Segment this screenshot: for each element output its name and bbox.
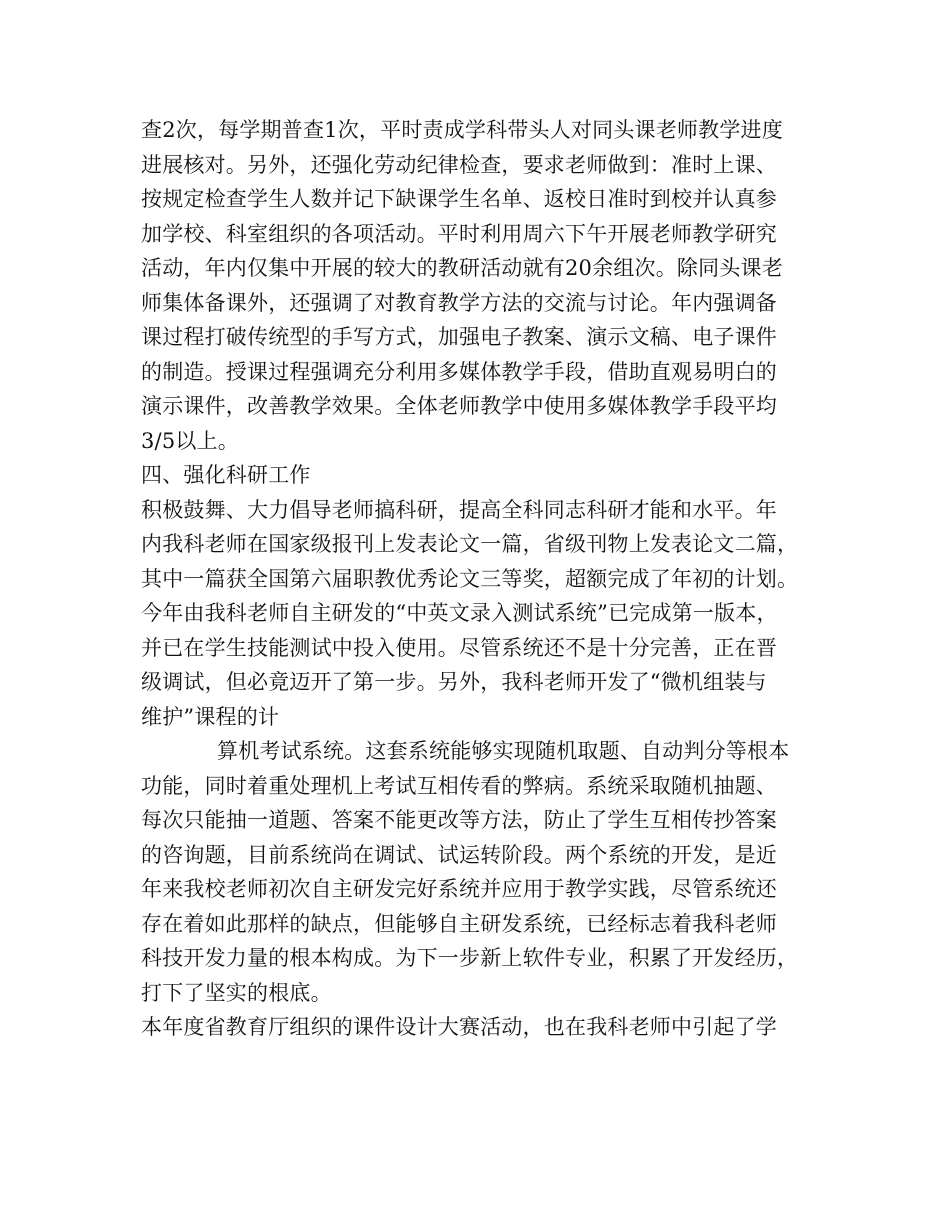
paragraph-line: 内我科老师在国家级报刊上发表论文一篇，省级刊物上发表论文二篇， [141,532,799,556]
paragraph-line: 查2次，每学期普查1次，平时责成学科带头人对同头课老师教学进度 [141,118,783,142]
paragraph-line: 的咨询题，目前系统尚在调试、试运转阶段。两个系统的开发，是近 [141,842,777,867]
document-body [141,113,821,1045]
paragraph-line: 师集体备课外，还强调了对教育教学方法的交流与讨论。年内强调备 [141,290,777,315]
paragraph-line: 维护”课程的计 [141,704,280,729]
paragraph-line: 进展核对。另外，还强化劳动纪律检查，要求老师做到：准时上课、 [141,152,777,177]
paragraph-line: 其中一篇获全国第六届职教优秀论文三等奖，超额完成了年初的计划。 [141,566,799,591]
paragraph-line: 加学校、科室组织的各项活动。平时利用周六下午开展老师教学研究 [141,221,777,246]
paragraph-line: 演示课件，改善教学效果。全体老师教学中使用多媒体教学手段平均 [141,394,777,418]
paragraph-line: 活动，年内仅集中开展的较大的教研活动就有20余组次。除同头课老 [141,256,783,280]
paragraph-line: 课过程打破传统型的手写方式，加强电子教案、演示文稿、电子课件 [141,325,777,349]
paragraph-line: 积极鼓舞、大力倡导老师搞科研，提高全科同志科研才能和水平。年 [141,497,777,522]
paragraph-line: 算机考试系统。这套系统能够实现随机取题、自动判分等根本 [217,739,790,763]
paragraph-line: 打下了坚实的根底。 [141,980,332,1005]
paragraph-line: 功能，同时着重处理机上考试互相传看的弊病。系统采取随机抽题、 [141,773,777,798]
paragraph-line: 的制造。授课过程强调充分利用多媒体教学手段，借助直观易明白的 [141,359,777,384]
paragraph-line: 本年度省教育厅组织的课件设计大赛活动，也在我科老师中引起了学 [141,1015,777,1039]
section-heading: 四、强化科研工作 [141,463,311,487]
paragraph-line: 并已在学生技能测试中投入使用。尽管系统还不是十分完善，正在晋 [141,635,777,660]
paragraph-line: 级调试，但必竟迈开了第一步。另外，我科老师开发了“微机组装与 [141,670,767,694]
paragraph-line: 每次只能抽一道题、答案不能更改等方法，防止了学生互相传抄答案 [141,808,777,832]
paragraph-line: 存在着如此那样的缺点，但能够自主研发系统，已经标志着我科老师 [141,911,777,936]
paragraph-line: 年来我校老师初次自主研发完好系统并应用于教学实践，尽管系统还 [141,877,777,901]
paragraph-line: 按规定检查学生人数并记下缺课学生名单、返校日准时到校并认真参 [141,187,777,211]
paragraph-line: 科技开发力量的根本构成。为下一步新上软件专业，积累了开发经历， [141,946,799,970]
paragraph-line: 3/5以上。 [141,428,239,453]
paragraph-line: 今年由我科老师自主研发的“中英文录入测试系统”已完成第一版本， [141,601,778,625]
